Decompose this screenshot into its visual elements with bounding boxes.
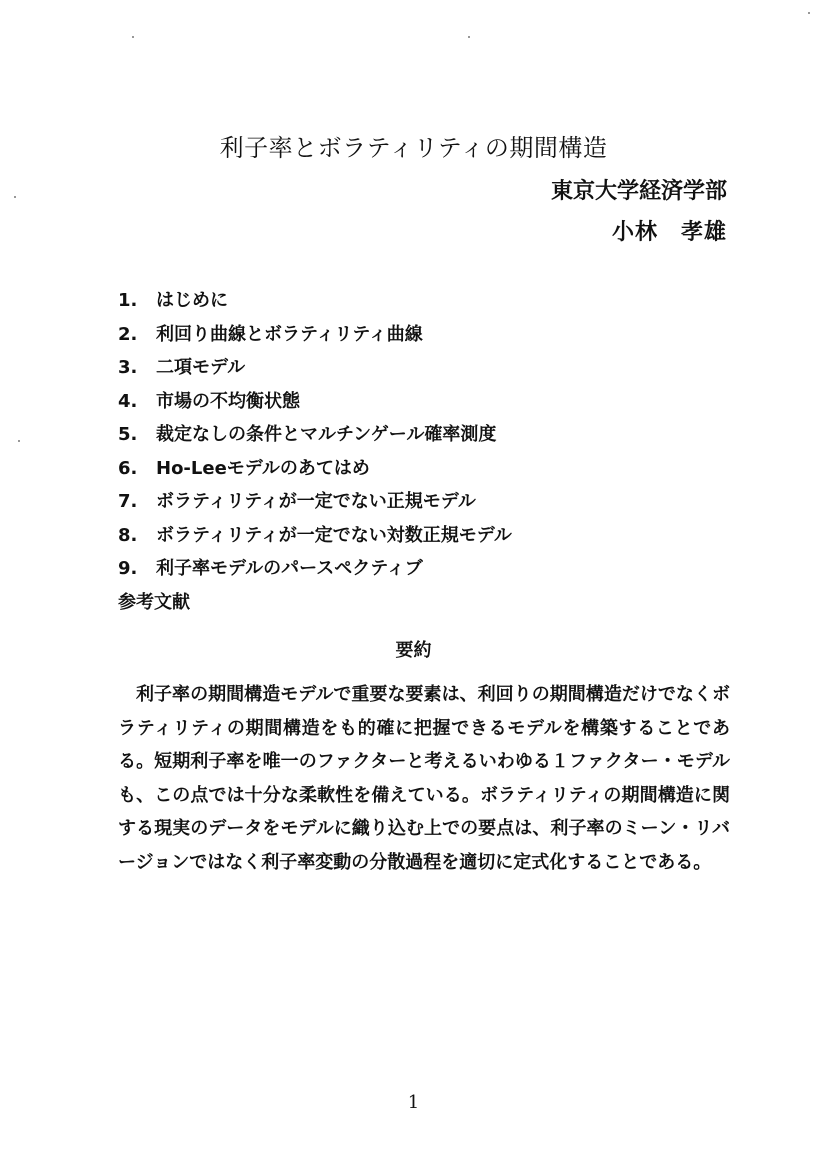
toc-item-label: 裁定なしの条件とマルチンゲール確率測度 [156,424,497,445]
author-name: 小林 孝雄 [611,220,727,245]
scan-speck [18,440,20,442]
toc-item [118,351,512,385]
abstract-body: 利子率の期間構造モデルで重要な要素は、利回りの期間構造だけでなくボラティリティの期間構造をも的確に把握できるモデルを構築することである。短期利子率を唯一のファクターと考えるいわゆる１ファクター・モデルも、この点では十分な柔軟性を備えている。ボラティリティの期間構造に関する現実のデータをモデルに織り込む上での要点は、利子率のミーン・リバージョンではなく利子率変動の分散過程を適切に定式化することである。 [118,684,730,873]
toc-item-label: 市場の不均衡状態 [156,390,300,412]
toc-item-number: 1. [118,290,138,311]
toc-item [118,519,512,553]
toc-item-number: 8. [118,524,138,546]
toc-item [118,552,512,586]
toc-item-number: 7. [118,491,138,512]
toc-item-label: 利回り曲線とボラティリティ曲線 [156,323,423,345]
toc-item-label: 利子率モデルのパースペクティブ [156,558,423,579]
toc-item [118,485,512,519]
references-label: 参考文献 [118,592,190,613]
page-title: 利子率とボラティリティの期間構造 [219,134,608,162]
toc-item [118,318,512,352]
page-number: 1 [407,1092,420,1113]
scan-speck [468,36,470,38]
toc-item-label: 二項モデル [156,357,246,378]
scan-speck [132,36,134,38]
toc-item [118,385,512,419]
toc-item-number: 9. [118,558,138,579]
toc-item-label: Ho-Leeモデルのあてはめ [156,457,370,479]
toc-item-label: ボラティリティが一定でない対数正規モデル [156,524,512,546]
toc-item-number: 5. [118,424,138,445]
table-of-contents [118,284,512,586]
toc-item-number: 6. [118,457,138,479]
scan-speck [14,196,16,198]
toc-item-label: ボラティリティが一定でない正規モデル [156,491,476,512]
scan-speck [808,12,810,14]
abstract-heading: 要約 [395,640,432,661]
author-affiliation: 東京大学経済学部 [550,179,727,204]
toc-item-number: 2. [118,323,138,345]
toc-item [118,418,512,452]
toc-item-number: 3. [118,357,138,378]
toc-item [118,284,512,318]
toc-item-label: はじめに [156,290,228,311]
toc-item [118,452,512,486]
toc-item-number: 4. [118,390,138,412]
